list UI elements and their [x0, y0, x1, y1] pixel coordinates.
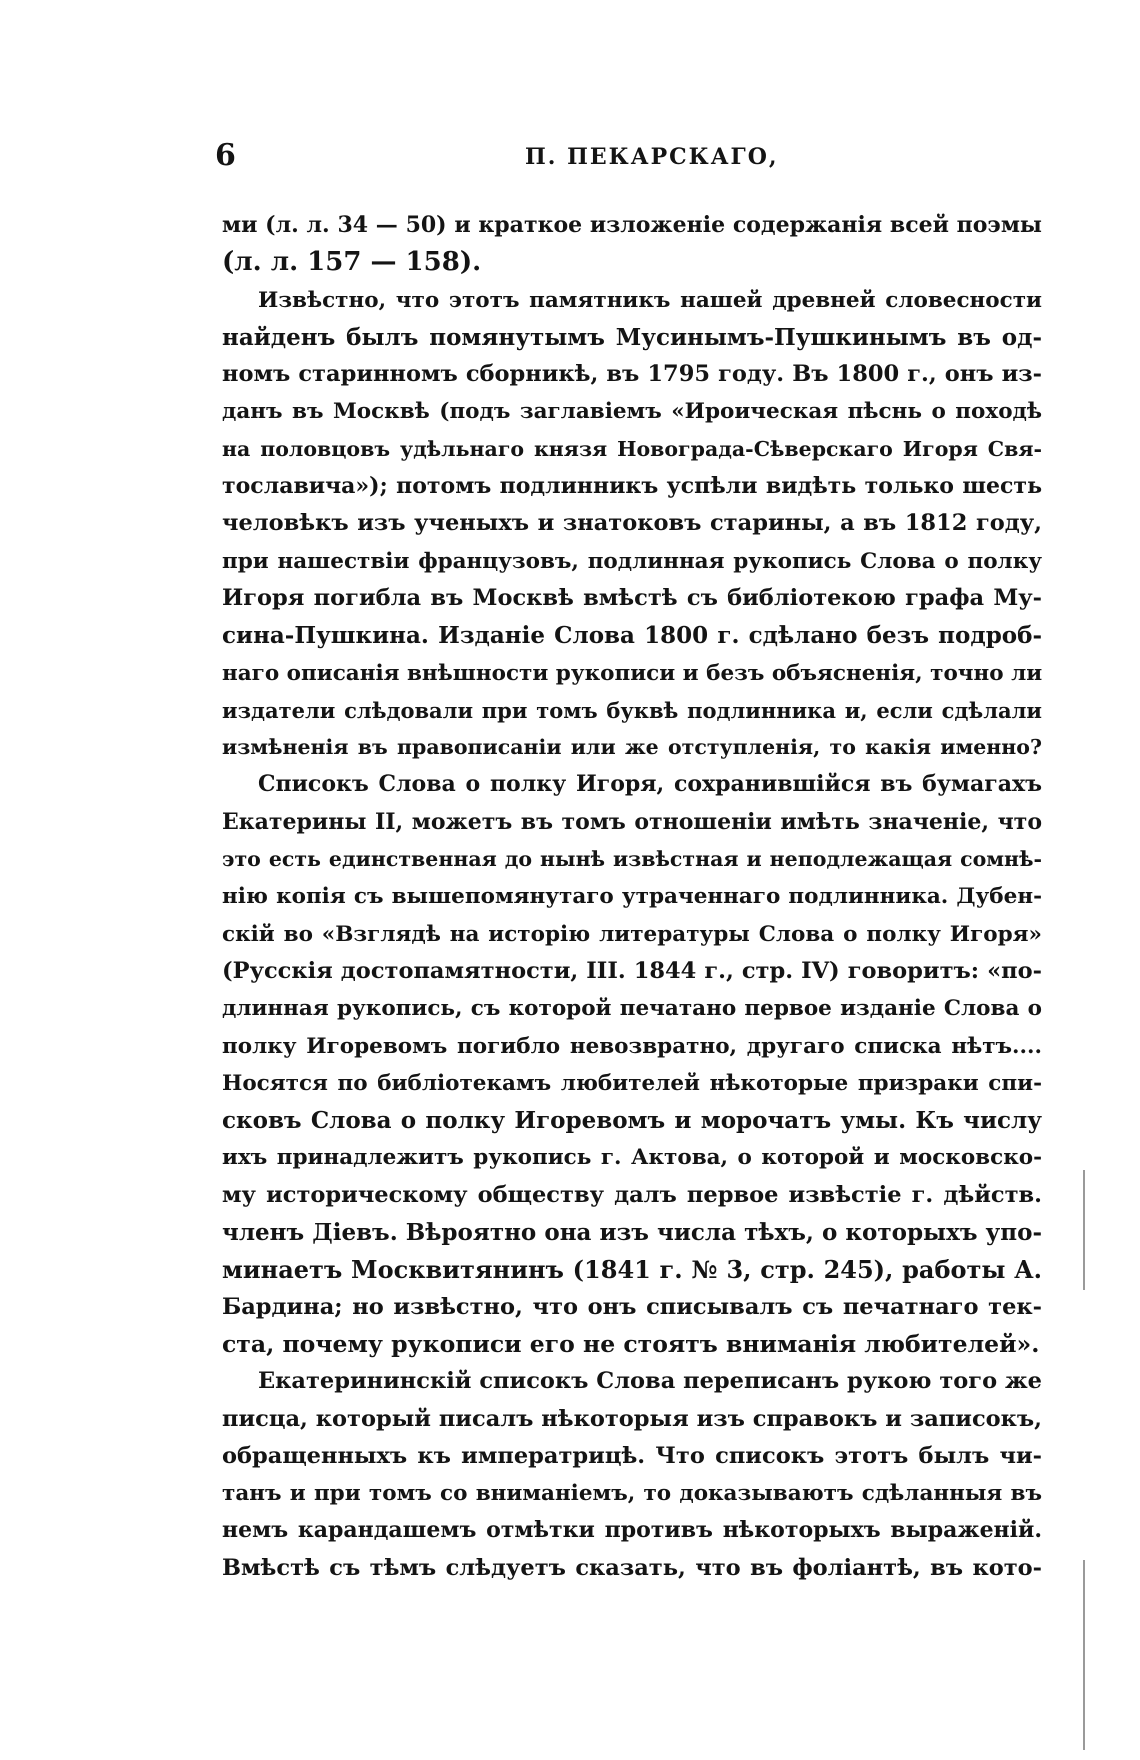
- text-line: Носятся по библіотекамъ любителей нѣкоторые призраки спи-: [222, 1070, 1042, 1096]
- text-line: (л. л. 157 — 158).: [222, 247, 482, 278]
- text-line: сковъ Слова о полку Игоревомъ и морочатъ умы. Къ числу: [222, 1107, 1042, 1135]
- text-line: обращенныхъ къ императрицѣ. Что списокъ этотъ былъ чи-: [222, 1442, 1042, 1469]
- text-line: немъ карандашемъ отмѣтки противъ нѣкоторыхъ выраженій.: [222, 1517, 1042, 1544]
- paragraph-start-line: Списокъ Слова о полку Игоря, сохранившійся въ бумагахъ: [258, 771, 1042, 798]
- text-line: минаетъ Москвитянинъ (1841 г. № 3, стр. 245), работы А.: [222, 1255, 1042, 1285]
- text-line: танъ и при томъ со вниманіемъ, то доказываютъ сдѣланныя въ: [222, 1481, 1042, 1507]
- text-line: человѣкъ изъ ученыхъ и знатоковъ старины, а въ 1812 году,: [222, 510, 1042, 537]
- margin-scan-mark: [1083, 1560, 1085, 1750]
- text-line: Екатерины II, можетъ въ томъ отношеніи имѣть значеніе, что: [222, 808, 1042, 835]
- text-line: при нашествіи французовъ, подлинная рукопись Слова о полку: [222, 548, 1042, 574]
- text-line: номъ старинномъ сборникѣ, въ 1795 году. Въ 1800 г., онъ из-: [222, 361, 1042, 388]
- paragraph-start-line: Извѣстно, что этотъ памятникъ нашей древней словесности: [258, 287, 1042, 313]
- text-line: наго описанія внѣшности рукописи и безъ объясненія, точно ли: [222, 660, 1043, 686]
- page-number: 6: [215, 138, 236, 173]
- text-line: ста, почему рукописи его не стоятъ вниманія любителей».: [222, 1329, 1040, 1358]
- text-line: найденъ былъ помянутымъ Мусинымъ-Пушкинымъ въ од-: [222, 323, 1042, 351]
- body-text: [222, 207, 1042, 1587]
- text-line: на половцовъ удѣльнаго князя Новограда-Сѣверскаго Игоря Свя-: [222, 436, 1042, 461]
- running-head: П. ПЕКАРСКАГО,: [525, 144, 779, 170]
- text-line: это есть единственная до нынѣ извѣстная и неподлежащая сомнѣ-: [222, 847, 1042, 872]
- text-line: ихъ принадлежитъ рукопись г. Актова, о которой и московско-: [222, 1145, 1042, 1171]
- text-line: нію копія съ вышепомянутаго утраченнаго подлинника. Дубен-: [222, 884, 1042, 910]
- text-line: скій во «Взглядѣ на исторію литературы Слова о полку Игоря»: [222, 921, 1042, 947]
- text-line: издатели слѣдовали при томъ буквѣ подлинника и, если сдѣлали: [222, 697, 1042, 723]
- text-line: Игоря погибла въ Москвѣ вмѣстѣ съ библіотекою графа Му-: [222, 584, 1042, 611]
- text-line: данъ въ Москвѣ (подъ заглавіемъ «Ироическая пѣснь о походѣ: [222, 399, 1042, 425]
- text-line: (Русскія достопамятности, III. 1844 г., стр. IV) говоритъ: «по-: [222, 957, 1042, 984]
- text-line: Вмѣстѣ съ тѣмъ слѣдуетъ сказать, что въ фоліантѣ, въ кото-: [222, 1554, 1042, 1581]
- text-line: му историческому обществу далъ первое извѣстіе г. дѣйств.: [222, 1181, 1042, 1208]
- text-line: измѣненія въ правописаніи или же отступленія, то какія именно?: [222, 735, 1042, 760]
- margin-scan-mark: [1083, 1170, 1085, 1290]
- text-line: длинная рукопись, съ которой печатано первое изданіе Слова о: [222, 996, 1042, 1022]
- text-line: сина-Пушкина. Изданіе Слова 1800 г. сдѣлано безъ подроб-: [222, 622, 1042, 650]
- text-line: писца, который писалъ нѣкоторыя изъ справокъ и записокъ,: [222, 1405, 1042, 1432]
- text-line: Бардина; но извѣстно, что онъ списывалъ съ печатнаго тек-: [222, 1293, 1042, 1320]
- paragraph-start-line: Екатерининскій списокъ Слова переписанъ рукою того же: [258, 1368, 1042, 1395]
- text-line: членъ Діевъ. Вѣроятно она изъ числа тѣхъ, о которыхъ упо-: [222, 1219, 1042, 1247]
- text-line: полку Игоревомъ погибло невозвратно, другаго списка нѣтъ....: [222, 1033, 1042, 1059]
- text-line: тославича»); потомъ подлинникъ успѣли видѣть только шесть: [222, 473, 1042, 500]
- text-line: ми (л. л. 34 — 50) и краткое изложеніе содержанія всей поэмы: [222, 212, 1042, 238]
